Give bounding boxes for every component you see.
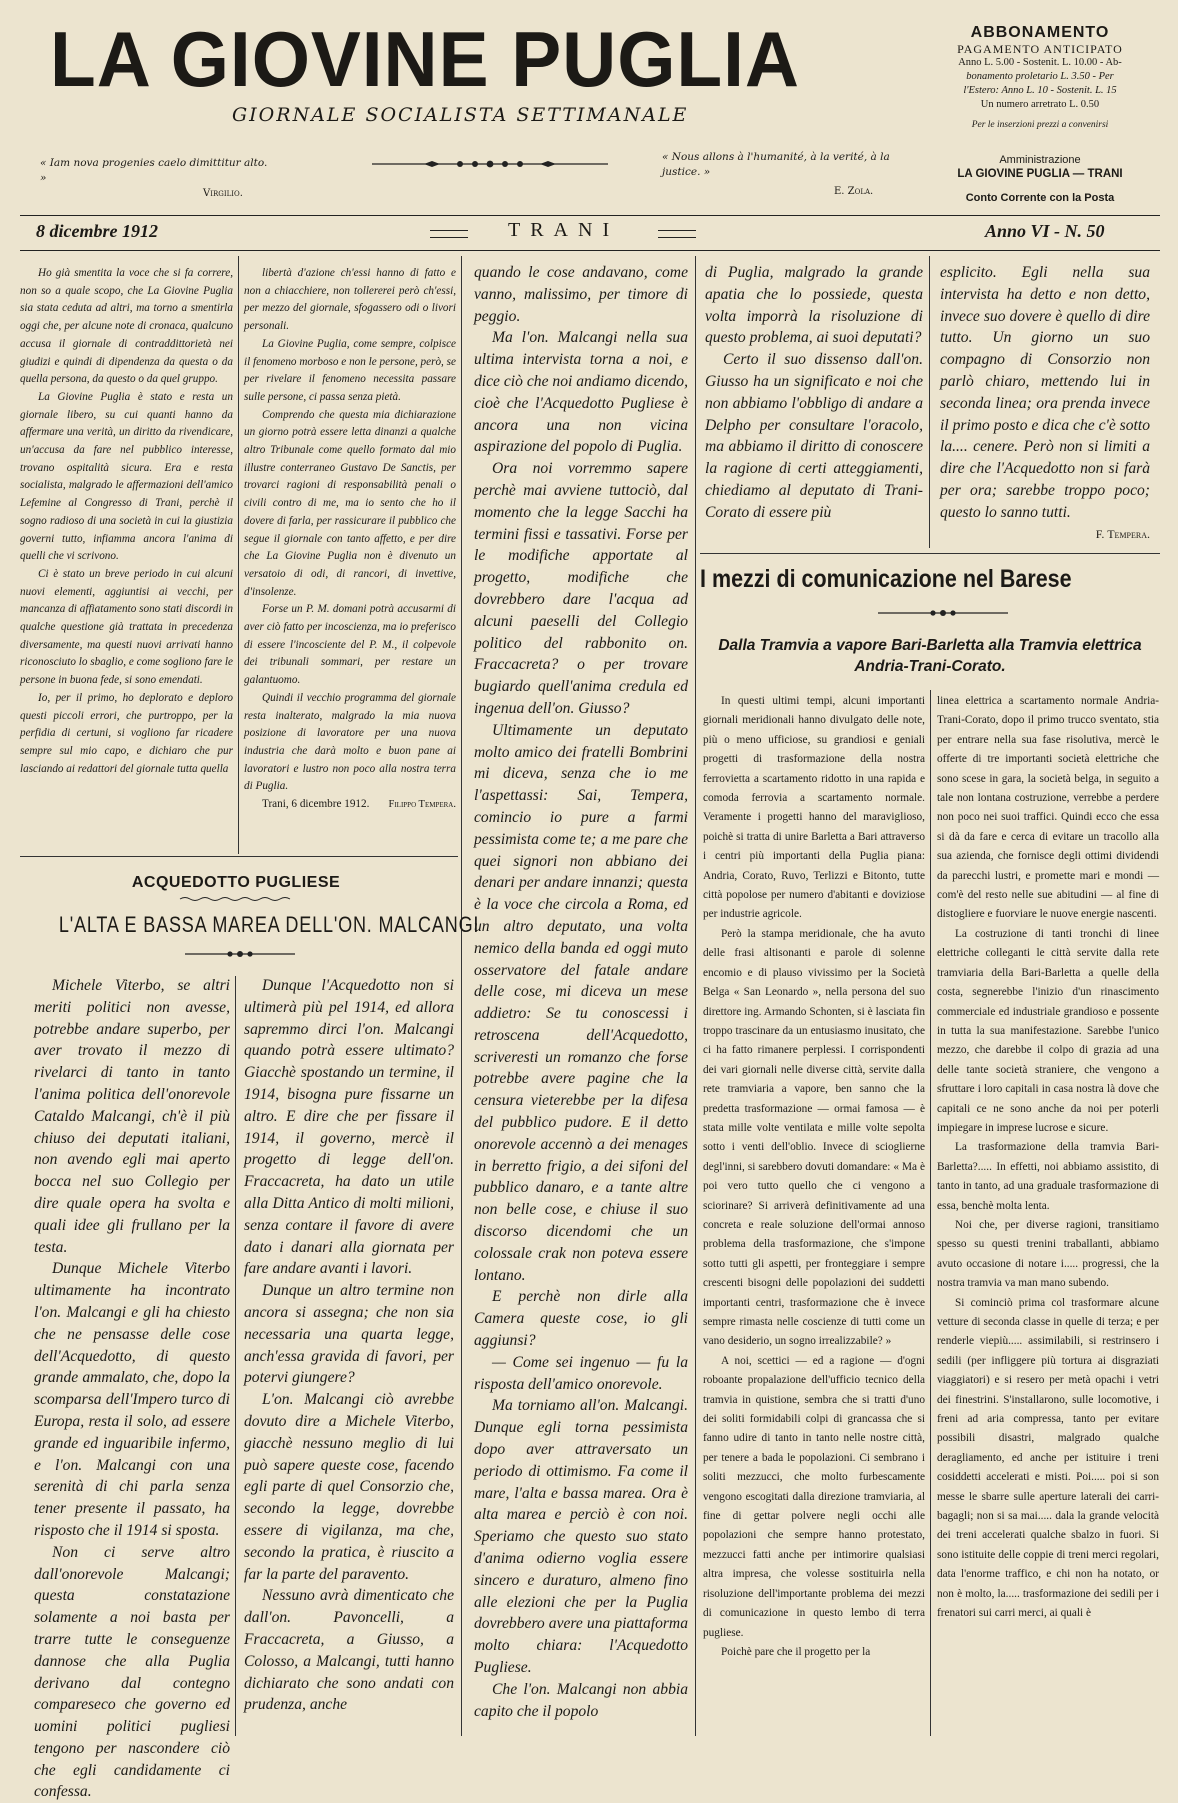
acquedotto-column-3	[474, 262, 688, 1740]
admin-name: LA GIOVINE PUGLIA — TRANI	[957, 168, 1123, 180]
ads-note: Per le inserzioni prezzi a convenirsi	[971, 120, 1109, 130]
motto-left-author: Virgilio.	[203, 188, 243, 199]
postal-account: Conto Corrente con la Posta	[965, 192, 1115, 204]
paragraph: Forse un P. M. domani potrà accusarmi di aver ciò fatto per incoscienza, ma io preferisco di essere l'incosciente del P. M., il colpevole dei tribunali sommari, per restare un galantuomo.	[244, 603, 456, 687]
column-rule	[929, 256, 930, 548]
section-rule	[20, 856, 458, 857]
column-rule	[695, 256, 696, 1736]
article-headline: L'ALTA E BASSA MAREA DELL'ON. MALCANGI	[58, 912, 480, 937]
paragraph: Certo il suo dissenso dall'on. Giusso ha un significato e noi che non abbiamo l'obbligo di andare a Delpho per consultare l'oracolo, ma abbiamo il diritto di conoscere la ragione di certi atteggiamenti, chiediamo al deputato di Trani-Corato di essere più	[705, 351, 923, 521]
section-ornament	[180, 896, 290, 902]
issue-date: 8 dicembre 1912	[36, 221, 158, 241]
subscription-box	[915, 24, 1165, 130]
paragraph: La costruzione di tanti tronchi di linee elettriche colleganti le città servite dalla rete tramviaria della Bari-Barletta a quelle della costa, segnerebbe l'inizio d'un rinascimento commerciale ed industriale grandioso e possente in tutta la sua manifestazione. Sarebbe l'unico mezzo, che darebbe il colpo di grazia ad una delle tante società straniere, che vengono a sfruttare i loro capitali in casa nostra là dove che capitali ce ne sono anche da noi per poterli impiegare in imprese lucrose e sicure.	[937, 927, 1159, 1134]
column-rule	[235, 976, 236, 1736]
editorial-column-2	[244, 265, 456, 850]
section-title: ACQUEDOTTO PUGLIESE	[131, 874, 341, 891]
subscription-line: bonamento proletario L. 3.50 - Per	[966, 71, 1114, 82]
paragraph: E perchè non dirle alla Camera queste cose, io gli aggiunsi?	[474, 1288, 688, 1350]
section-rule	[700, 553, 1160, 554]
paragraph: Si cominciò prima col trasformare alcune vetture di seconda classe in quelle di terza; e per renderle viepiù..... assimilabili, si restrinsero i sedili (per infliggere più tortura ai disgraziati viaggiatori) e si resero per metà opachi i vetri dei finestrini. S'installarono, sulle locomotive, i freni ad aria compressa, tanto per evitare possibili disastri, malgrado qualche deragliamento, ed anche per istituire i treni cosiddetti accelerati e misti. Poi..... poi si son messe le sbarre sulle aperture laterali dei carri-bagagli; non si sa mai..... dala la grande velocità dei treni accelerati qualche sbalzo in fuori. Si sono istituite delle coppie di treni merci regolari, data l'enorme traffico, e chi non ha notato, or non è molto, la..... trasformazione dei sedili per i frenatori sui carri merci, ai quali è	[937, 1296, 1159, 1620]
rule-bottom	[20, 250, 1160, 251]
paragraph: Io, per il primo, ho deplorato e deploro questi piccoli errori, che purtroppo, per la perfidia di certuni, si vogliono far ricadere sempre sul mio capo, e dichiaro che pur lasciando ai redattori del giornale tutta quella	[20, 691, 233, 775]
paragraph: — Come sei ingenuo — fu la risposta dell'amico onorevole.	[474, 1353, 688, 1393]
mezzi-column-2	[937, 692, 1159, 1740]
paragraph: In questi ultimi tempi, alcuni importanti giornali meridionali hanno divulgato delle note, più o meno ufficiose, su grandiosi e geniali progetti di trasformazione della nostra ferrovietta a scartamento ridotto in una rapida e comoda ferrovia a scartamento normale. Veramente i progetti hanno del maraviglioso, poichè si tratta di unire Barletta a Bari attraverso i centri più importanti della Puglia piana: Andria, Corato, Ruvo, Terlizzi e Bitonto, tutte città popolose per numero d'abitanti e doviziose per industrie agricole.	[703, 695, 925, 921]
paragraph: Comprendo che questa mia dichiarazione un giorno potrà essere letta dinanzi a qualche altro Tribunale come quello formato dal mio illustre conterraneo Gustavo De Sanctis, per trovarci ragioni di responsabilità penali o civili contro di me, ma io sento che ho il dovere di farla, per rassicurare il pubblico che segue il giornale con tanto affetto, e per dire che La Giovine Puglia non è divenuto un versatoio di odi, di rancori, di invettive, d'insolenze.	[244, 408, 456, 598]
rule-top	[20, 215, 1160, 216]
paragraph: Non ci serve altro dall'onorevole Malcangi; questa constatazione solamente a noi basta per trarre tutte le conseguenze dannose che alla Puglia derivano dal contegno compareseco che governo ed uomini politici pugliesi tengono per nascondere ciò che egli candidamente ci confessa.	[34, 1543, 230, 1801]
paragraph: Che l'on. Malcangi non abbia capito che il popolo	[474, 1680, 688, 1720]
paragraph: Noi che, per diverse ragioni, transitiamo spesso su questi trenini traballanti, abbiamo avuto occasione di notare i..... progressi, che la nostra tramvia va man mano subendo.	[937, 1218, 1159, 1290]
paragraph: Quindi il vecchio programma del giornale resta inalterato, malgrado la mia nuova posizione di lavoratore per una nuova industria che darà molto e buon pane ai lavoratori e lustro non poco alla nostra terra di Puglia.	[244, 691, 456, 793]
motto-right	[662, 150, 912, 197]
paragraph: Michele Viterbo, se altri meriti politici non avesse, potrebbe andare superbo, per aver trovato il mezzo di rivelarci di tanto in tanto l'anima politica dell'onorevole Cataldo Malcangi, ch'è il più chiuso dei deputati italiani, non avendo egli mai aperto bocca nel suo Collegio per dire quale opera ha svolta e quali idee gli frullano per la testa.	[34, 977, 230, 1256]
paragraph: Ma torniamo all'on. Malcangi. Dunque egli torna pessimista dopo aver attraversato un periodo di ottimismo. Fa come il mare, l'alta e bassa marea. Ora è alta marea e perciò è con noi. Speriamo che questo suo stato d'anima odierno voglia essere sincero e duraturo, almeno fino alle elezioni che per la Puglia dovrebbero avere una piattaforma molto chiara: l'Acquedotto Pugliese.	[474, 1397, 688, 1676]
dash-decoration	[430, 230, 468, 238]
column-rule	[238, 256, 239, 854]
dash-decoration	[658, 230, 696, 238]
newspaper-subtitle: GIORNALE SOCIALISTA SETTIMANALE	[232, 104, 689, 126]
subscription-payment: PAGAMENTO ANTICIPATO	[957, 42, 1123, 56]
paragraph: Dunque l'Acquedotto non si ultimerà più pel 1914, ed allora sapremmo dirci l'on. Malcangi quando potrà essere ultimato? Giacchè spostando un termine, il 1914, bisogna pure fissarne un altro. E dire che per fissare il 1914, il governo, mercè il progetto di legge dell'on. Fraccacreta, ha dato un utile alla Ditta Antico di molti milioni, senza contare il favore di avere dato i danari alla giornata per fare andare avanti i lavori.	[244, 977, 454, 1278]
column-rule	[930, 690, 931, 1736]
paragraph: Ho già smentita la voce che si fa correre, non so a quale scopo, che La Giovine Puglia sia stata ceduta ad altri, ma torno a smentirla oggi che, per alcune note di cronaca, qualcuno accusa il giornale di contraddittorietà nei giudizi e quindi di dipendenza da questa o da quella persona, da questo o da quel gruppo.	[20, 267, 233, 386]
paragraph: Dunque un altro termine non ancora si assegna; che non sia necessaria una quarta legge, anch'essa gravida di favori, per potervi giungere?	[244, 1282, 454, 1387]
paragraph: Nessuno avrà dimenticato che dall'on. Pavoncelli, a Fraccacreta, a Giusso, a Colosso, a Malcangi, tutti hanno dichiarato che sono andati con prudenza, anche	[244, 1587, 454, 1714]
paragraph: L'on. Malcangi ciò avrebbe dovuto dire a Michele Viterbo, giacchè nessuno meglio di lui può sapere queste cose, facendo egli parte di quel Consorzio che, secondo la legge, dovrebbe essere di vigilanza, ma che, secondo la pratica, è riuscito a far la parte del paravento.	[244, 1391, 454, 1583]
motto-left	[40, 156, 270, 199]
article-author: F. Tempera.	[1095, 526, 1150, 541]
acquedotto-column-1	[34, 975, 230, 1801]
motto-right-text: « Nous allons à l'humanité, à la verité, à la justice. »	[662, 151, 890, 178]
paragraph: Poichè pare che il progetto per la	[721, 1645, 871, 1658]
paragraph: La trasformazione della tramvia Bari-Barletta?..... In effetti, noi abbiamo assistito, di tanto in tanto, ad una graduale trasformazione di essa, benchè molta lenta.	[937, 1141, 1159, 1212]
subscription-line: l'Estero: Anno L. 10 - Sostenit. L. 15	[963, 85, 1117, 96]
editorial-signature	[244, 796, 456, 814]
motto-left-text: « Iam nova progenies caelo dimittitur alto. »	[40, 157, 268, 184]
acquedotto-column-2	[244, 975, 454, 1740]
paragraph: La Giovine Puglia, come sempre, colpisce il fenomeno morboso e non le persone, però, se per rivelare il fenomeno necessita passare sulle persone, ci passa senza pietà.	[244, 337, 456, 403]
column-rule	[461, 256, 462, 1736]
issue-number: Anno VI - N. 50	[985, 221, 1105, 241]
admin-label: Amministrazione	[999, 154, 1081, 166]
paragraph: libertà d'azione ch'essi hanno di fatto e non a chiacchiere, non tollererei però ch'essi, per mezzo del giornale, sfogassero odi o livori personali.	[244, 267, 456, 333]
administration-box	[915, 154, 1165, 204]
headline-ornament	[185, 950, 295, 958]
headline-ornament	[878, 609, 1008, 617]
paragraph: linea elettrica a scartamento normale Andria-Trani-Corato, dopo il primo trucco sventato, stia per entrare nella sua fase risolutiva, mercè le offerte di tre importanti società elettriche che sono scese in gara, la società belga, in seguito a tale non lontana costruzione, verrebbe a perdere non poco nei suoi traffici. Quindi ecco che essa si dà da fare e cerca di evitare un tracollo alla sua azienda, che fornisce degli ottimi dividendi da parecchi lustri, e promette mari e mondi — com'è del resto nelle sue abitudini — al fine di distogliere e fuorviare le nuove energie nascenti.	[937, 695, 1159, 921]
mezzi-column-1	[703, 692, 925, 1740]
paragraph: Ora noi vorremmo sapere perchè mai avviene tuttociò, dal momento che la legge Sacchi ha termini fissi e tassativi. Forse per le modifiche apportate al progetto, modifiche che dovrebbero dare l'acqua ad alcuni paeselli del Collegio politico del rabbonito on. Fraccacreta? o per trovare bugiardo quell'anima credula ed ingenua dell'on. Giusso?	[474, 460, 688, 717]
editorial-column-1	[20, 265, 233, 845]
motto-right-author: E. Zola.	[834, 186, 874, 197]
paragraph: Ma l'on. Malcangi nella sua ultima intervista torna a noi, e dice ciò che noi andiamo dicendo, cioè che l'Acquedotto Pugliese è ancora una non vicina aspirazione del popolo di Puglia.	[474, 329, 688, 456]
paragraph: A noi, scettici — ed a ragione — d'ogni roboante propalazione dell'ufficio tecnico della tramvia in quistione, sembra che si tratti d'uno dei soliti formidabili colpi di grancassa che si fanno udire di tanto in tanto nelle nostre città, per tenere a bada le popolazioni. Ci sembrano i soliti mezzucci, che molto furbescamente vengono escogitati dalla direzione tramviaria, al fine di gettar polvere negli occhi alle popolazioni che sempre hanno protestato, mezzucci fatti anche per intimorire qualsiasi altra impresa, che volesse sostituirla nella risoluzione dell'importante problema dei mezzi di comunicazione in questo lembo di terra pugliese.	[703, 1354, 925, 1639]
article-subheadline: Dalla Tramvia a vapore Bari-Barletta alla Tramvia elettrica Andria-Trani-Corato.	[718, 637, 1142, 675]
paragraph: di Puglia, malgrado la grande apatia che lo possiede, questa volta imporrà la risoluzione di questo problema, ai suoi deputati?	[705, 264, 923, 347]
acquedotto-column-4	[705, 262, 923, 547]
editorial-place-date: Trani, 6 dicembre 1912.	[262, 798, 370, 811]
paragraph: quando le cose andavano, come vanno, malissimo, per timore di peggio.	[474, 264, 688, 325]
subscription-line: Anno L. 5.00 - Sostenit. L. 10.00 - Ab-	[958, 57, 1122, 68]
issue-city: TRANI	[508, 219, 620, 241]
paragraph: La Giovine Puglia è stato e resta un giornale libero, su cui quanti hanno da affermare una verità, un diritto da rivendicare, un'accusa da fare nel pubblico interesse, trovano ospitalità sicura. Era e resta socialista, malgrado le affermazioni dell'amico Lefemine al Congresso di Trani, perchè il sogno radioso di una società in cui la giustizia governi tutto, infiamma ancora l'anima di quelli che vi scrivono.	[20, 390, 233, 563]
newspaper-title: LA GIOVINE PUGLIA	[50, 15, 800, 103]
article-headline: I mezzi di comunicazione nel Barese	[700, 565, 1072, 593]
subscription-heading: ABBONAMENTO	[970, 24, 1110, 41]
subscription-line: Un numero arretrato L. 0.50	[980, 99, 1100, 110]
paragraph: Dunque Michele Viterbo ultimamente ha incontrato l'on. Malcangi e gli ha chiesto che ne pensasse delle cose dell'Acquedotto, di questo grande ammalato, che, dopo la scomparsa dell'Impero turco di Europa, resta il solo, ad essere grande ed inguaribile infermo, e l'on. Malcangi con una serenità di chi parla senza tener presente il passato, ha risposto che il 1914 si sposta.	[34, 1260, 230, 1539]
paragraph: Ultimamente un deputato molto amico dei fratelli Bombrini mi diceva, senza che io me l'aspettassi: Sai, Tempera, comincio io pure a farmi pessimista come te; a me pare che quei signori non abbiano dei denari per andare innanzi; questa è la voce che circola a Roma, ed un altro deputato, una volta nemico della banda ed oggi muto osservatore del fatale andare delle cose, mi diceva un mese addietro: Se tu conoscessi i retroscena dell'Acquedotto, scriveresti un romanzo che forse potrebbe avere pagine che la censura vieterebbe per la difesa del pubblico pudore. E il detto onorevole accennò a dei menages in berretto frigio, a dei sifoni del pubblico danaro, e a tante altre non belle cose, e chiuse il suo discorso dicendomi che un colossale crak non poteva essere lontano.	[474, 721, 688, 1284]
paragraph: Però la stampa meridionale, che ha avuto delle frasi altisonanti e parole di solenne encomio e di plauso vivissimo per la Società Belga « San Leonardo », nella persona del suo direttore ing. Armando Schonten, si è lasciata fin troppo trascinare da un entusiasmo inusitato, che ci ha fatto rimanere perplessi. I corrispondenti dei vari giornali nelle diverse città, servite dalla rete tramviaria a vapore, ben sanno che la predetta trasformazione — ormai famosa — è stata mille volte ventilata e mille volte sepolta sotto i venti dell'oblio. Invece di scioglierne degl'inni, si sarebbero dovuti domandare: « Ma è poi vero tutto quello che ci vengono a sciorinare? Si arriverà definitivamente ad una concreta e reale soluzione dell'ormai annoso problema della trasformazione, che s'impone sotto tutti gli aspetti, per fronteggiare i sempre crescenti bisogni delle popolazioni dei suddetti importanti centri, trasformazione che è invece sempre rimasta nelle coscienze di tutti come un vano desiderio, un sogno irrealizzabile? »	[703, 927, 925, 1348]
editorial-author: Filippo Tempera.	[388, 799, 456, 811]
paragraph: Ci è stato un breve periodo in cui alcuni nuovi elementi, aggiuntisi ai vecchi, per mancanza di affiatamento sono stati discordi in qualche questione già trattata in precedenza diversamente, ma questi nuovi arrivati hanno riconosciuto lo sbaglio, e come sogliono fare le persone in buona fede, si sono emendati.	[20, 567, 233, 687]
paragraph: esplicito. Egli nella sua intervista ha detto e non detto, invece suo dovere è quello di dire tutto. Un giorno un suo compagno di Consorzio non parlò chiaro, mettendo lui in seconda linea; ora prenda invece il primo posto e dica che c'è sotto la.... cenere. Però non si limiti a dire che l'Acquedotto non si farà per ora; sarebbe troppo poco; questo lo sanno tutti.	[940, 264, 1150, 521]
acquedotto-column-5	[940, 262, 1150, 547]
masthead-ornament	[372, 160, 608, 168]
